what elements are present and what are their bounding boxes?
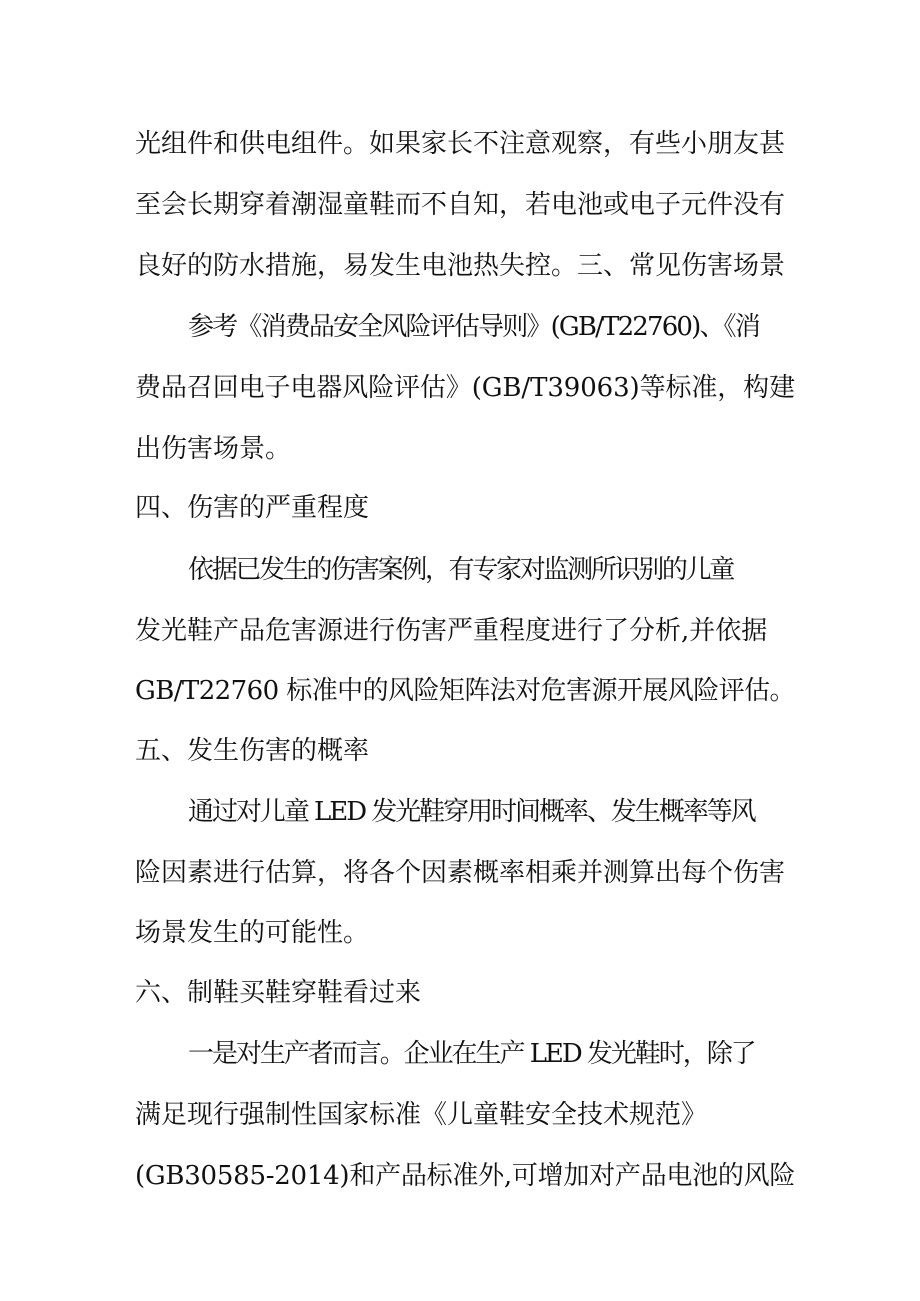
paragraph-line: 通过对儿童 LED 发光鞋穿用时间概率、发生概率等风 — [188, 797, 755, 827]
paragraph-line: 良好的防水措施，易发生电池热失控。三、常见伤害场景 — [135, 251, 786, 281]
paragraph-line: 满足现行强制性国家标准《儿童鞋安全技术规范》 — [135, 1100, 708, 1130]
paragraph-line: (GB30585-2014)和产品标准外,可增加对产品电池的风险 — [135, 1161, 796, 1191]
paragraph-line: 至会长期穿着潮湿童鞋而不自知，若电池或电子元件没有 — [135, 190, 786, 220]
section-heading: 五、发生伤害的概率 — [135, 736, 370, 766]
paragraph-line: 参考《消费品安全风险评估导则》(GB/T22760)、《消 — [188, 312, 759, 342]
paragraph-line: 依据已发生的伤害案例，有专家对监测所识别的儿童 — [188, 555, 734, 585]
section-heading: 六、制鞋买鞋穿鞋看过来 — [135, 978, 422, 1008]
paragraph-line: 场景发生的可能性。 — [135, 918, 370, 948]
paragraph-line: 发光鞋产品危害源进行伤害严重程度进行了分析,并依据 — [135, 616, 768, 646]
paragraph-line: 出伤害场景。 — [135, 434, 292, 464]
paragraph-line: GB/T22760 标准中的风险矩阵法对危害源开展风险评估。 — [135, 676, 795, 706]
paragraph-line: 费品召回电子电器风险评估》(GB/T39063)等标准，构建 — [135, 373, 795, 403]
paragraph-line: 光组件和供电组件。如果家长不注意观察，有些小朋友甚 — [135, 129, 786, 159]
paragraph-line: 一是对生产者而言。企业在生产 LED 发光鞋时，除了 — [188, 1039, 755, 1069]
section-heading: 四、伤害的严重程度 — [135, 493, 370, 523]
paragraph-line: 险因素进行估算，将各个因素概率相乘并测算出每个伤害 — [135, 858, 786, 888]
